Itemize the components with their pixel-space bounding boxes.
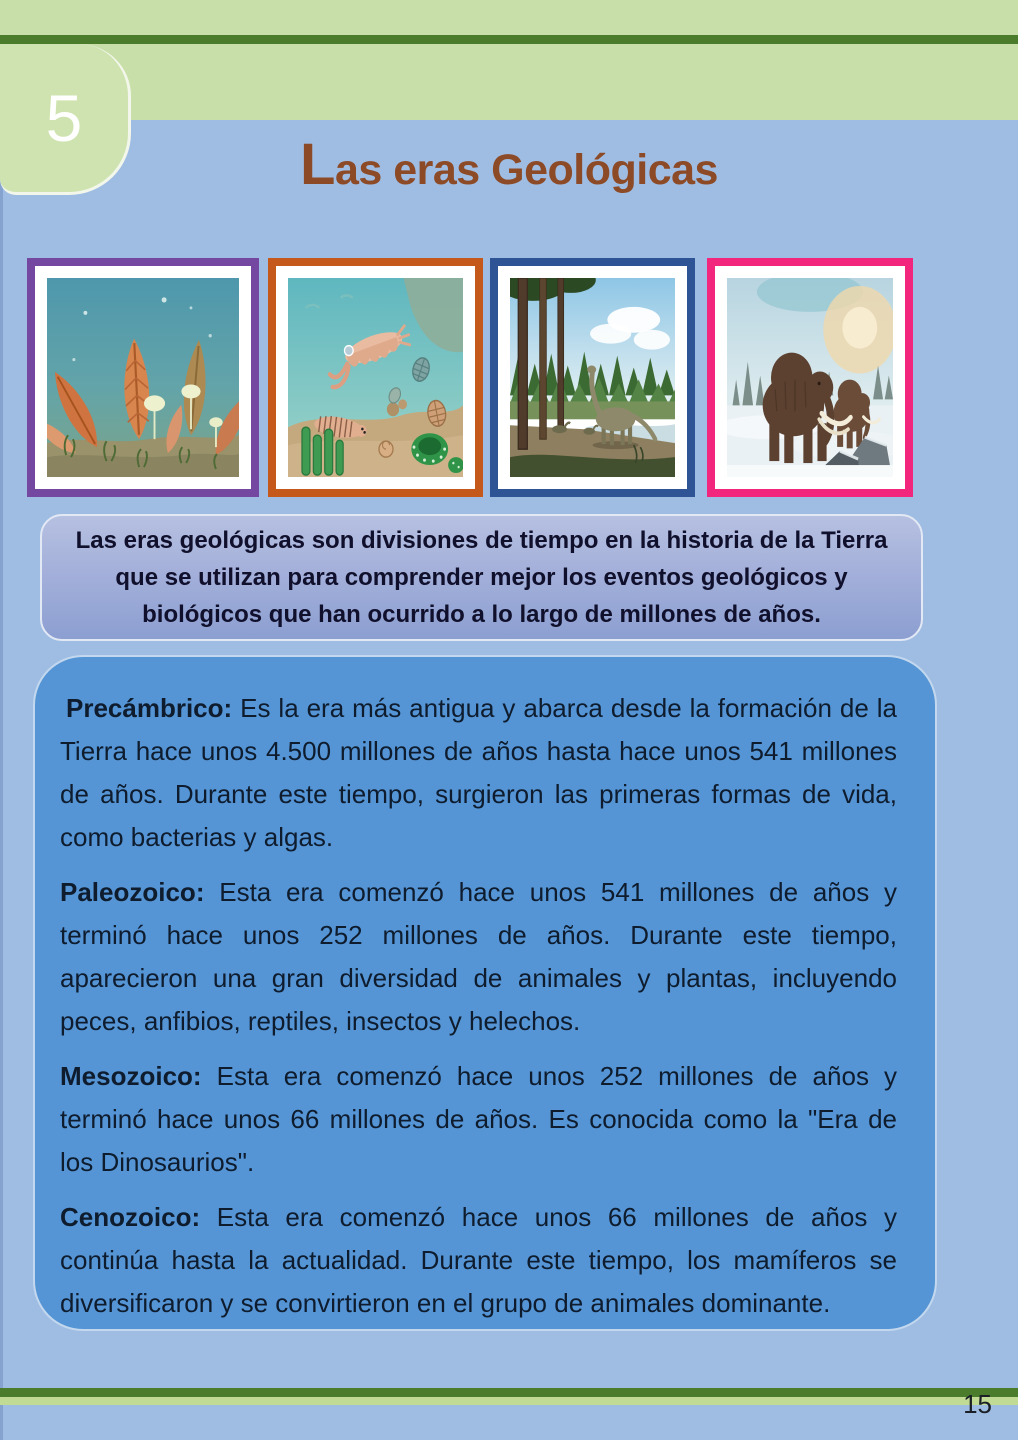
precambrian-sea-image [47,278,239,477]
page-title-initial: L [300,132,335,197]
footer-divider-line [0,1388,1018,1397]
era-images-gallery [27,258,913,497]
gallery-frame-mesozoic [490,258,695,497]
eras-description-panel [33,655,937,1331]
paleozoic-sea-image [288,278,463,477]
era-label-cenozoico: Cenozoico: [60,1202,201,1232]
era-label-mesozoico: Mesozoico: [60,1061,202,1091]
gallery-frame-paleozoic [268,258,483,497]
era-label-paleozoico: Paleozoico: [60,877,205,907]
intro-text-box [40,514,923,641]
era-label-precambrico: Precámbrico: [66,693,233,723]
era-paragraph-cenozoico [60,1196,897,1325]
page-left-edge [0,0,3,1440]
gallery-frame-precambrian [27,258,259,497]
header-divider-line [0,35,1018,44]
era-paragraph-mesozoico [60,1055,897,1184]
era-text-precambrico: Es la era más antigua y abarca desde la formación de la Tierra hace unos 4.500 millones de años hasta hace unos 541 millones de años. Durante este tiempo, surgieron las primeras formas de vida, como bacterias y algas. [60,693,897,852]
header-band [0,0,1018,120]
footer-divider-light [0,1397,1018,1405]
page-title-rest: as eras Geológicas [334,146,718,194]
slide-number-badge [0,44,131,195]
intro-text: Las eras geológicas son divisiones de tiempo en la historia de la Tierra que se utilizan para comprender mejor los eventos geológicos y biológicos que han ocurrido a lo largo de millones de años. [75,527,888,628]
era-paragraph-precambrico [60,687,897,859]
slide-number: 5 [45,81,83,155]
page-title [0,132,1018,197]
mesozoic-forest-image [510,278,675,477]
gallery-frame-cenozoic [707,258,913,497]
era-text-mesozoico: Esta era comenzó hace unos 252 millones de años y terminó hace unos 66 millones de años. Es conocida como la "Era de los Dinosaurios". [60,1061,897,1177]
era-text-paleozoico: Esta era comenzó hace unos 541 millones de años y terminó hace unos 252 millones de años. Durante este tiempo, aparecieron una gran diversidad de animales y plantas, incluyendo peces, anfibios, reptiles, insectos y helechos. [60,877,897,1036]
era-paragraph-paleozoico [60,871,897,1043]
era-text-cenozoico: Esta era comenzó hace unos 66 millones de años y continúa hasta la actualidad. Durante este tiempo, los mamíferos se diversificaron y se convirtieron en el grupo de animales dominante. [60,1202,897,1318]
cenozoic-mammoths-image [727,278,893,477]
page-number: 15 [963,1389,992,1419]
